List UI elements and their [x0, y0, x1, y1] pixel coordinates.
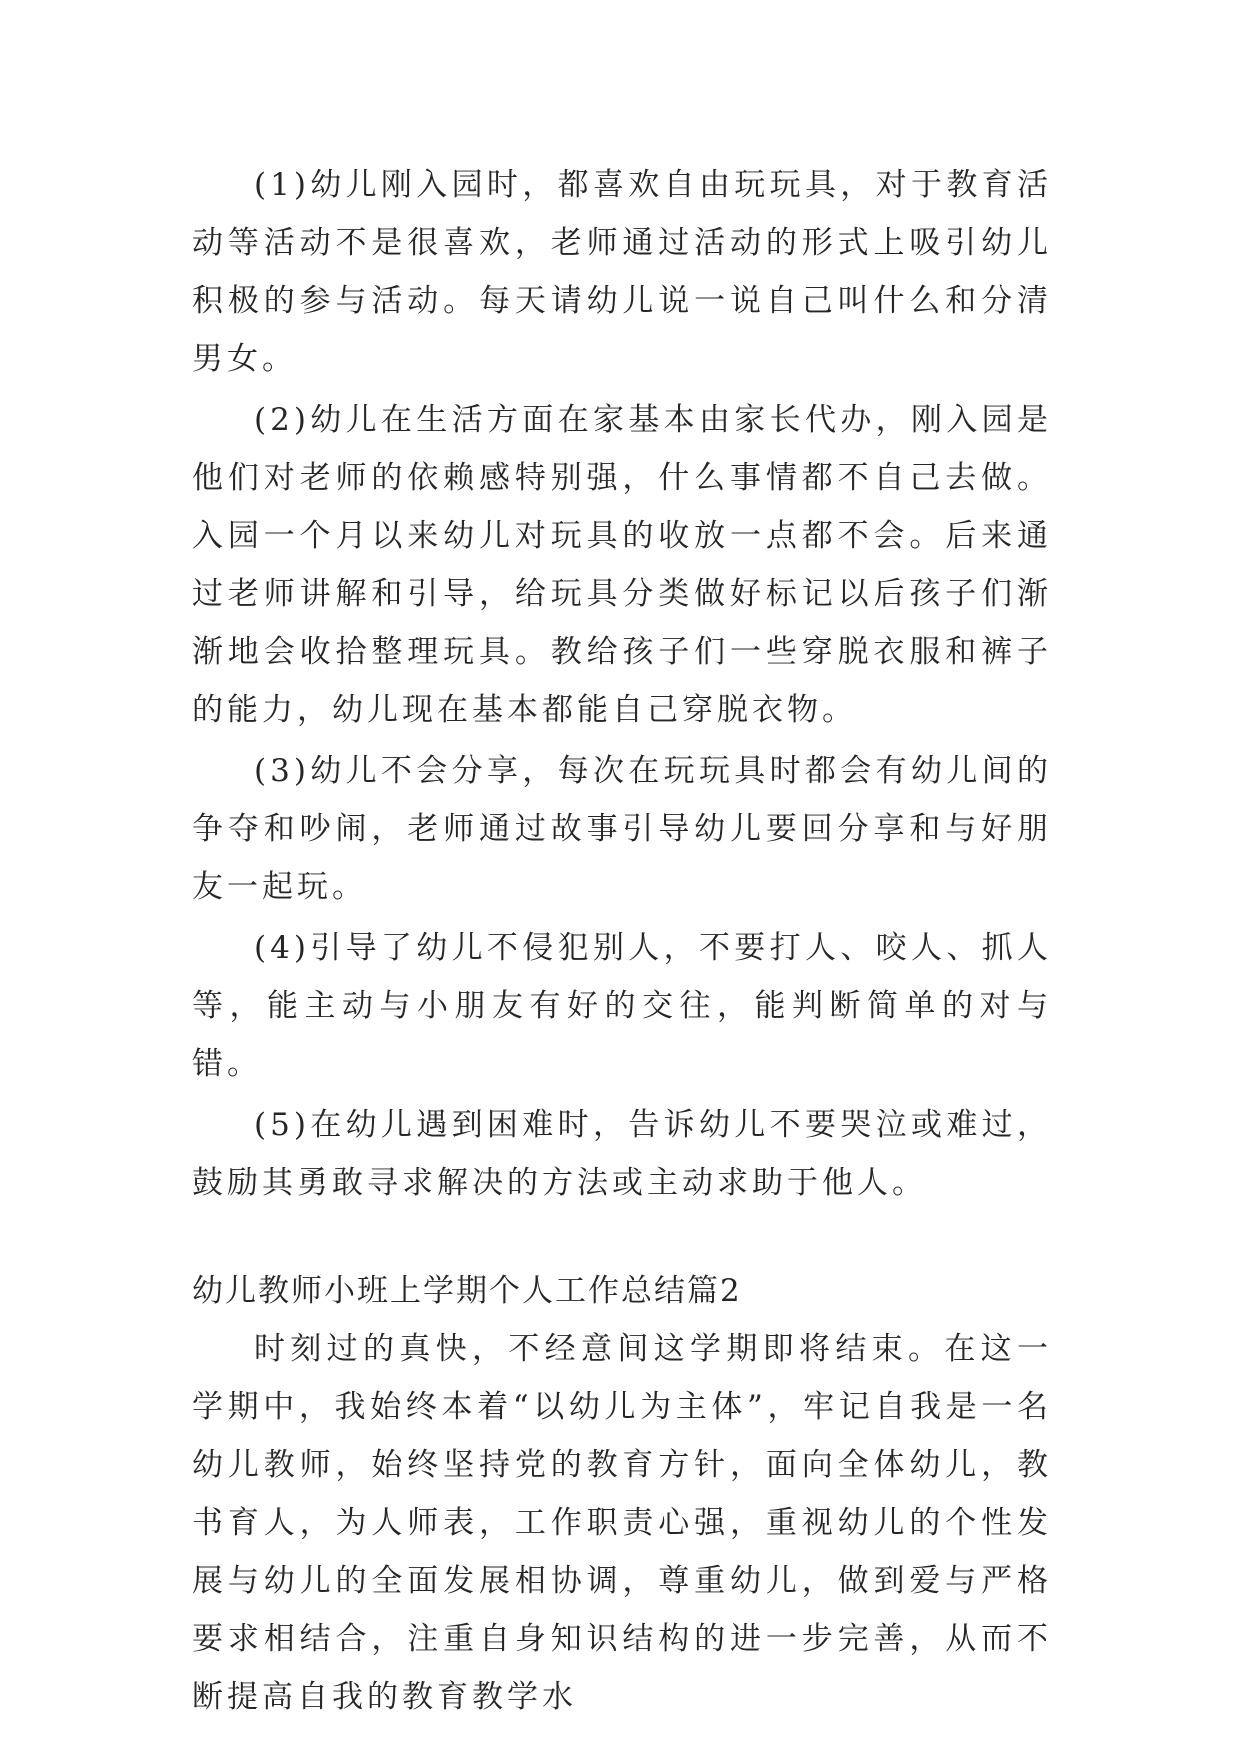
- section-paragraph: 时刻过的真快，不经意间这学期即将结束。在这一学期中，我始终本着“以幼儿为主体”，牢记自我是一名幼儿教师，始终坚持党的教育方针，面向全体幼儿，教书育人，为人师表，工作职责心强，重视幼儿的个性发展与幼儿的全面发展相协调，尊重幼儿，做到爱与严格要求相结合，注重自身知识结构的进一步完善，从而不断提高自我的教育教学水: [192, 1331, 1052, 1715]
- section-heading: 幼儿教师小班上学期个人工作总结篇2: [192, 1273, 742, 1309]
- paragraph-3: (3)幼儿不会分享，每次在玩玩具时都会有幼儿间的争夺和吵闹，老师通过故事引导幼儿要回分享和与好朋友一起玩。: [192, 753, 1052, 905]
- paragraph-2: (2)幼儿在生活方面在家基本由家长代办，刚入园是他们对老师的依赖感特别强，什么事情都不自己去做。入园一个月以来幼儿对玩具的收放一点都不会。后来通过老师讲解和引导，给玩具分类做好标记以后孩子们渐渐地会收拾整理玩具。教给孩子们一些穿脱衣服和裤子的能力，幼儿现在基本都能自己穿脱衣物。: [192, 402, 1052, 728]
- paragraph-5: (5)在幼儿遇到困难时，告诉幼儿不要哭泣或难过，鼓励其勇敢寻求解决的方法或主动求助于他人。: [192, 1107, 1052, 1201]
- paragraph-1: (1)幼儿刚入园时，都喜欢自由玩玩具，对于教育活动等活动不是很喜欢，老师通过活动的形式上吸引幼儿积极的参与活动。每天请幼儿说一说自己叫什么和分清男女。: [192, 167, 1052, 377]
- document-body: [192, 156, 1052, 1726]
- paragraph-4: (4)引导了幼儿不侵犯别人，不要打人、咬人、抓人等，能主动与小朋友有好的交往，能判断简单的对与错。: [192, 930, 1052, 1082]
